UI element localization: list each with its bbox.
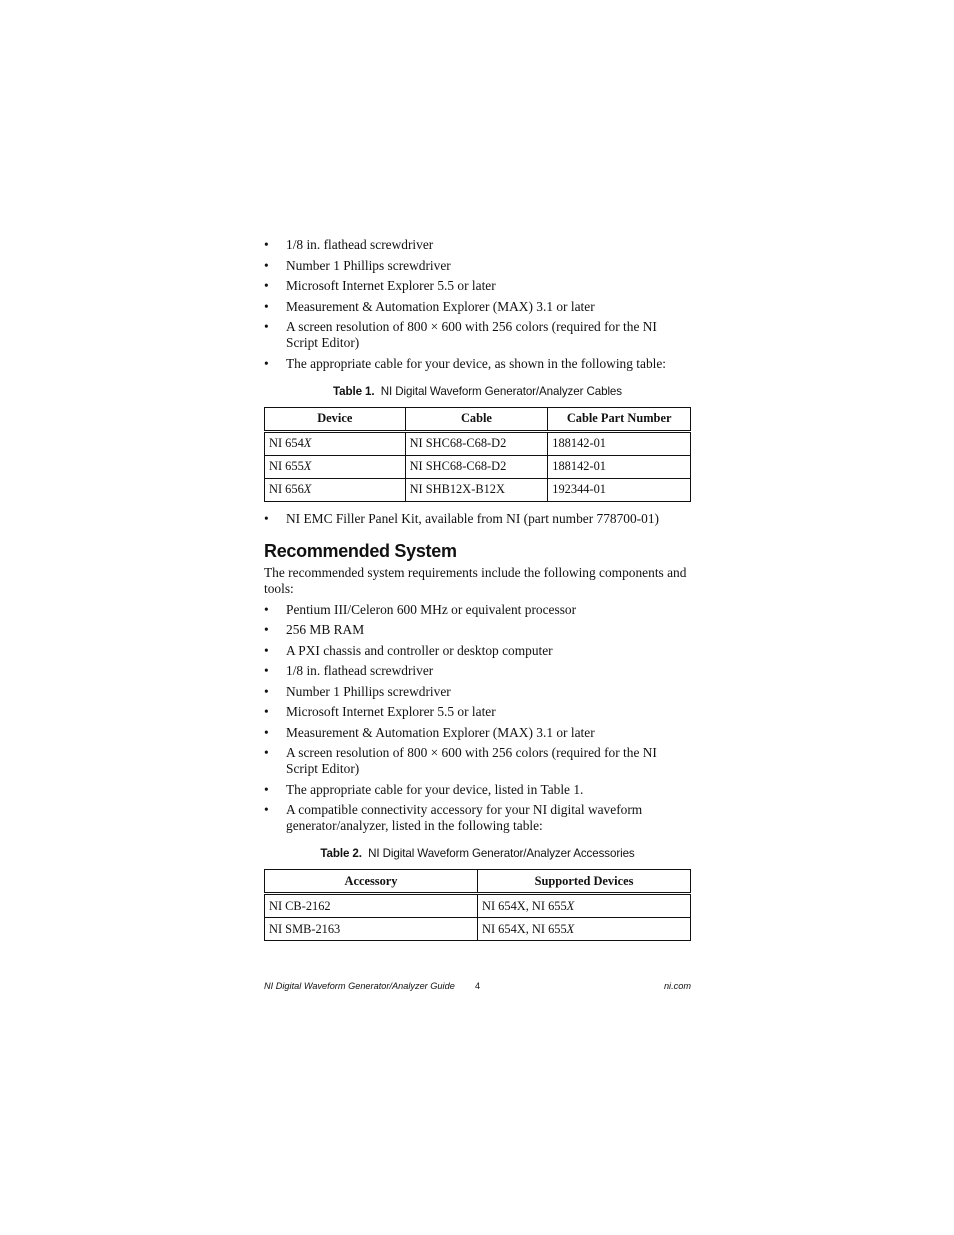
list-item: • Microsoft Internet Explorer 5.5 or later [264, 278, 496, 293]
column-header: Supported Devices [478, 870, 691, 894]
list-item: • Number 1 Phillips screwdriver [264, 683, 451, 699]
table-cell: NI CB-2162 [265, 894, 478, 918]
section-heading: Recommended System [264, 540, 457, 561]
column-header: Accessory [265, 870, 478, 894]
list-item: • Microsoft Internet Explorer 5.5 or later [264, 704, 496, 719]
bullet: • [264, 237, 269, 252]
accessories-table [264, 869, 691, 941]
table-cell: NI SHC68-C68-D2 [405, 431, 548, 455]
table-cell: NI SHB12X-B12X [405, 478, 548, 501]
list-item: • 1/8 in. flathead screwdriver [264, 237, 434, 252]
bullet: • [264, 278, 269, 293]
table-cell: NI SHC68-C68-D2 [405, 455, 548, 478]
bullet: • [264, 663, 269, 678]
bullet: • [264, 724, 269, 740]
table1-caption: Table 1. NI Digital Waveform Generator/Analyzer Cables [333, 384, 622, 398]
bullet: • [264, 355, 269, 371]
column-header: Device [265, 407, 406, 431]
table-header-row [265, 870, 691, 894]
list-item: • The appropriate cable for your device, listed in Table 1. [264, 781, 584, 797]
table-cell: NI 654X, NI 655X [478, 918, 691, 941]
list-item: • Measurement & Automation Explorer (MAX) 3.1 or later [264, 298, 595, 314]
list-item: • A PXI chassis and controller or desktop computer [264, 642, 553, 658]
bullet: • [264, 319, 269, 334]
table-cell: NI 655X [265, 455, 406, 478]
tools-list [264, 237, 691, 372]
bullet: • [264, 257, 269, 273]
bullet: • [264, 298, 269, 314]
list-item: • NI EMC Filler Panel Kit, available from NI (part number 778700-01) [264, 510, 659, 526]
recommended-list [264, 602, 691, 835]
filler-kit-list [264, 511, 691, 527]
bullet: • [264, 745, 269, 760]
bullet: • [264, 622, 269, 637]
page-content [264, 237, 691, 941]
list-item: • Number 1 Phillips screwdriver [264, 257, 451, 273]
page-number: 4 [475, 981, 481, 991]
table-row [265, 455, 691, 478]
table-cell: NI SMB-2163 [265, 918, 478, 941]
table-cell: NI 654X [265, 431, 406, 455]
bullet: • [264, 510, 269, 526]
table-cell: NI 654X, NI 655X [478, 894, 691, 918]
bullet: • [264, 601, 269, 617]
list-item: • Pentium III/Celeron 600 MHz or equivalent processor [264, 601, 577, 617]
section-intro: The recommended system requirements include the following components and tools: [264, 564, 687, 596]
footer-title: NI Digital Waveform Generator/Analyzer Guide [264, 981, 455, 991]
column-header: Cable [405, 407, 548, 431]
list-item: • 1/8 in. flathead screwdriver [264, 663, 434, 678]
page-footer [264, 981, 691, 991]
list-item: • Measurement & Automation Explorer (MAX) 3.1 or later [264, 724, 595, 740]
table-cell: 192344-01 [548, 478, 691, 501]
bullet: • [264, 781, 269, 797]
cables-table [264, 407, 691, 502]
list-item: • A compatible connectivity accessory for your NI digital waveform generator/analyzer, listed in the following table: [264, 802, 643, 833]
table-row [265, 478, 691, 501]
list-item: • A screen resolution of 800 × 600 with 256 colors (required for the NI Script Editor) [264, 745, 657, 776]
table-row [265, 431, 691, 455]
bullet: • [264, 704, 269, 719]
table-cell: 188142-01 [548, 455, 691, 478]
column-header: Cable Part Number [548, 407, 691, 431]
table2-caption: Table 2. NI Digital Waveform Generator/Analyzer Accessories [320, 847, 635, 860]
table-cell: NI 656X [265, 478, 406, 501]
table-row [265, 894, 691, 918]
table-row [265, 918, 691, 941]
list-item: • The appropriate cable for your device, as shown in the following table: [264, 355, 667, 371]
bullet: • [264, 802, 269, 817]
list-item: • A screen resolution of 800 × 600 with 256 colors (required for the NI Script Editor) [264, 319, 657, 350]
list-item: • 256 MB RAM [264, 622, 365, 637]
table-header-row [265, 407, 691, 431]
table-cell: 188142-01 [548, 431, 691, 455]
bullet: • [264, 683, 269, 699]
footer-site: ni.com [663, 981, 691, 991]
bullet: • [264, 642, 269, 658]
